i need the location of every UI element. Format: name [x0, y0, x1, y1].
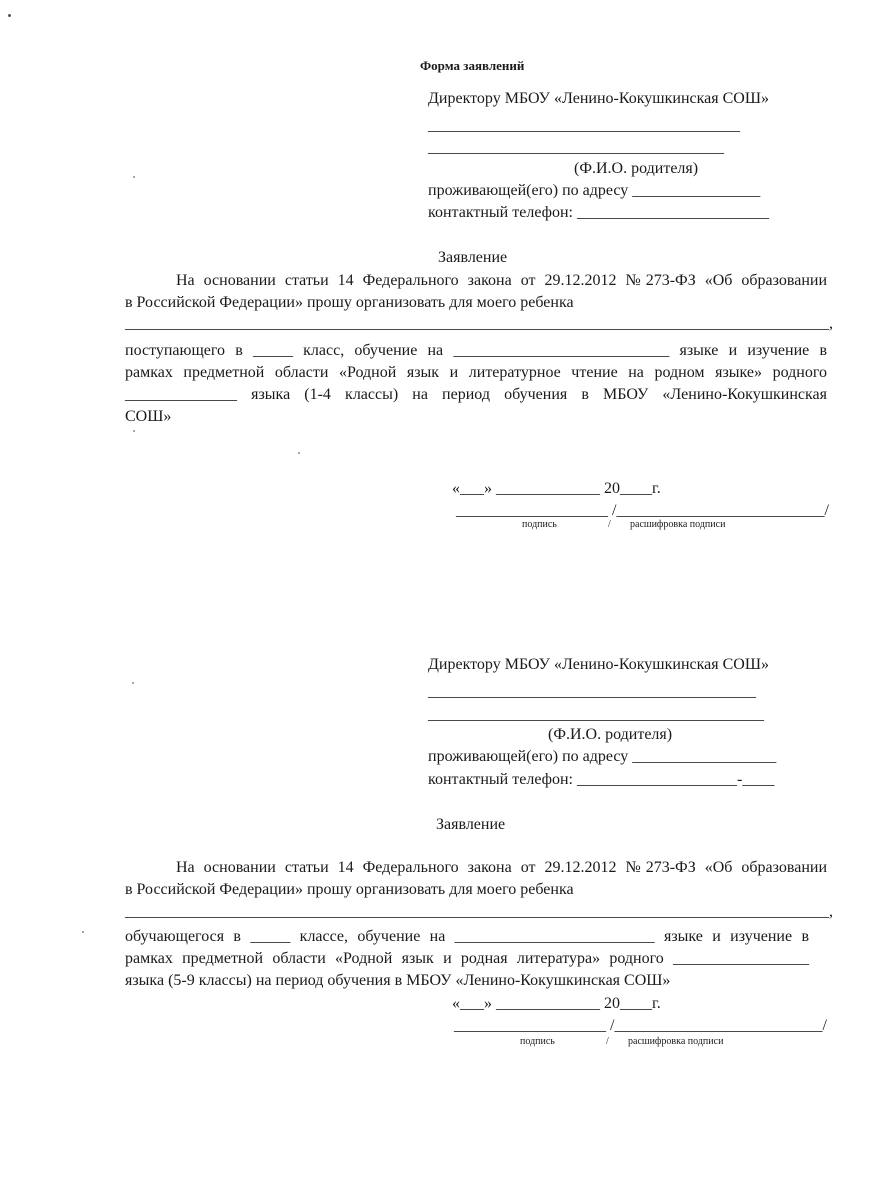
paragraph-line: рамках предметной области «Родной язык и литературное чтение на родном языке» родного — [125, 364, 827, 381]
signature-caption-separator: / — [608, 519, 611, 530]
child-name-field: ________________________________________________________________________________________, — [125, 315, 833, 332]
signature-decoding-caption: расшифровка подписи — [628, 1036, 724, 1047]
blank-line: _____________________________________ — [428, 139, 724, 156]
parent-name-caption: (Ф.И.О. родителя) — [574, 160, 699, 177]
address-field: проживающей(его) по адресу __________________ — [428, 748, 777, 765]
scan-speck — [8, 14, 11, 17]
form-heading: Заявление — [438, 249, 508, 266]
scan-speck — [82, 931, 84, 933]
phone-field: контактный телефон: ____________________-____ — [428, 771, 775, 788]
paragraph-line: языка (5-9 классы) на период обучения в МБОУ «Ленино-Кокушкинская СОШ» — [125, 972, 671, 989]
form-heading: Заявление — [436, 816, 506, 833]
paragraph-line: ______________ языка (1-4 классы) на период обучения в МБОУ «Ленино-Кокушкинская — [125, 386, 827, 403]
scan-speck — [133, 176, 135, 178]
phone-field: контактный телефон: ________________________ — [428, 204, 769, 221]
paragraph-line: рамках предметной области «Родной язык и родная литература» родного _________________ — [125, 950, 809, 967]
scan-speck — [298, 452, 300, 454]
addressee-line: Директору МБОУ «Ленино-Кокушкинская СОШ» — [428, 656, 769, 673]
blank-line: _______________________________________ — [428, 117, 740, 134]
signature-decoding-caption: расшифровка подписи — [630, 519, 726, 530]
signature-field: ___________________ /__________________________/ — [456, 502, 829, 519]
paragraph-line: На основании статьи 14 Федерального закона от 29.12.2012 №273-ФЗ «Об образовании — [176, 859, 827, 876]
addressee-line: Директору МБОУ «Ленино-Кокушкинская СОШ» — [428, 90, 769, 107]
paragraph-line: в Российской Федерации» прошу организовать для моего ребенка — [125, 881, 574, 898]
page-title: Форма заявлений — [420, 58, 525, 73]
blank-line: _________________________________________ — [428, 683, 756, 700]
blank-line: __________________________________________ — [428, 706, 764, 723]
signature-caption: подпись — [522, 519, 557, 530]
paragraph-line: На основании статьи 14 Федерального закона от 29.12.2012 №273-ФЗ «Об образовании — [176, 272, 827, 289]
date-field: «___» _____________ 20____г. — [452, 995, 661, 1012]
signature-caption-separator: / — [606, 1036, 609, 1047]
paragraph-line: поступающего в _____ класс, обучение на ___________________________ языке и изучение в — [125, 342, 827, 359]
signature-field: ___________________ /__________________________/ — [454, 1017, 827, 1034]
paragraph-line: в Российской Федерации» прошу организовать для моего ребенка — [125, 294, 574, 311]
child-name-field: ________________________________________________________________________________________, — [125, 903, 833, 920]
date-field: «___» _____________ 20____г. — [452, 480, 661, 497]
parent-name-caption: (Ф.И.О. родителя) — [548, 726, 673, 743]
signature-caption: подпись — [520, 1036, 555, 1047]
paragraph-line: СОШ» — [125, 408, 172, 425]
scan-speck — [132, 682, 134, 684]
address-field: проживающей(его) по адресу ________________ — [428, 182, 761, 199]
scan-speck — [133, 430, 135, 432]
paragraph-line: обучающегося в _____ классе, обучение на _________________________ языке и изучение в — [125, 928, 809, 945]
